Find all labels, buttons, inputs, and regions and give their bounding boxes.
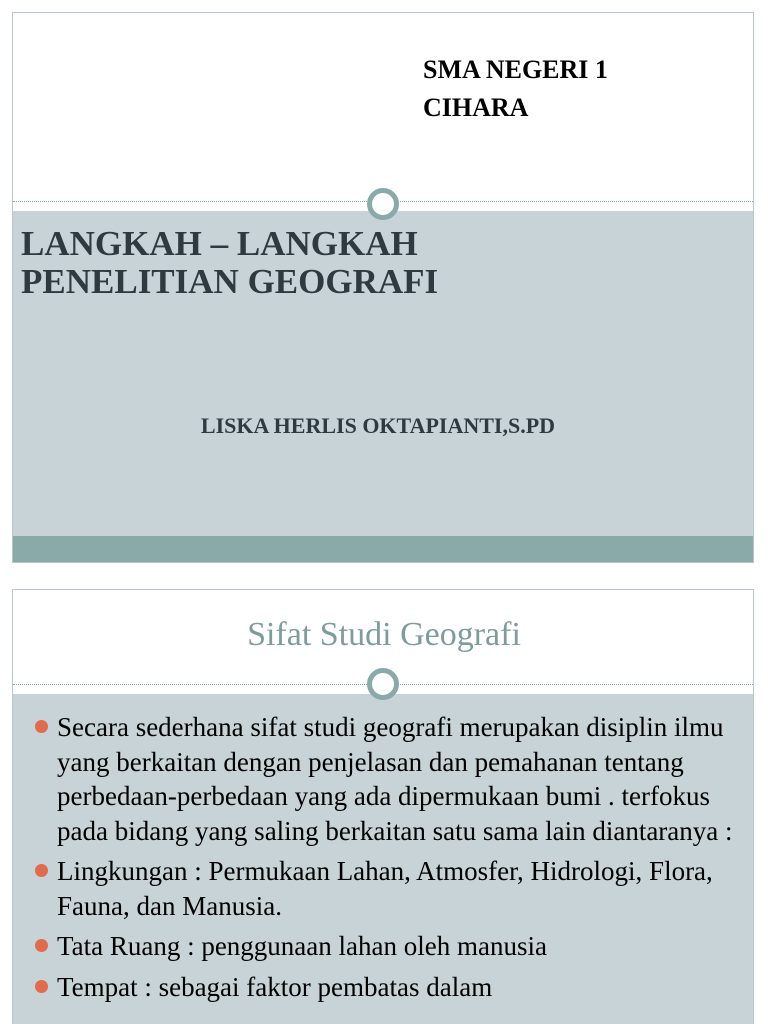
bullet-text: Secara sederhana sifat studi geografi merupakan disiplin ilmu yang berkaitan dengan penjelasan dan pemahanan tentang perbedaan-perbedaan yang ada dipermukaan bumi . terfokus pada bidang yang saling berkaitan satu sama lain diantaranya : [57, 712, 733, 846]
school-line: CIHARA [423, 93, 529, 122]
circle-ornament-icon [367, 188, 399, 220]
bullet-item [35, 854, 735, 923]
school-name [423, 51, 723, 127]
slide-title [21, 225, 741, 301]
title-slide [12, 12, 754, 563]
slide-heading: Sifat Studi Geografi [247, 616, 521, 653]
bullet-text: Tempat : sebagai faktor pembatas dalam [57, 971, 493, 1002]
school-line: SMA NEGERI 1 [423, 55, 608, 84]
bullet-item [35, 929, 735, 964]
content-slide [12, 589, 754, 1024]
title-line: LANGKAH – LANGKAH [21, 224, 418, 263]
bullet-item [35, 970, 735, 1005]
bullet-dot-icon [35, 939, 48, 952]
bottom-accent-band [13, 536, 753, 563]
bullet-list [35, 710, 735, 1010]
bullet-dot-icon [35, 864, 48, 877]
author-name: LISKA HERLIS OKTAPIANTI,S.PD [200, 413, 556, 438]
title-line: PENELITIAN GEOGRAFI [21, 262, 439, 301]
bullet-item [35, 710, 735, 848]
bullet-text: Lingkungan : Permukaan Lahan, Atmosfer, Hidrologi, Flora, Fauna, dan Manusia. [57, 856, 713, 921]
bullet-dot-icon [35, 720, 48, 733]
bullet-dot-icon [35, 980, 48, 993]
bullet-text: Tata Ruang : penggunaan lahan oleh manusia [57, 931, 547, 961]
circle-ornament-icon [367, 668, 399, 700]
